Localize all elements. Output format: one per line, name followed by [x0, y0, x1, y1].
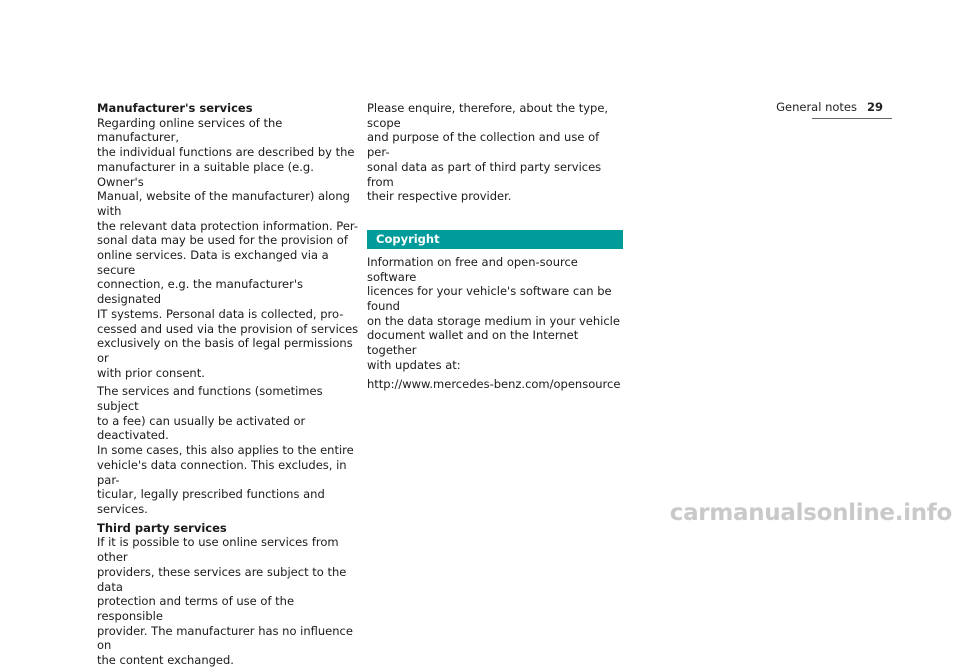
page-header — [776, 100, 883, 114]
copyright-heading-bar: Copyright — [367, 230, 623, 249]
opensource-url: http://www.mercedes-benz.com/opensource — [367, 376, 621, 391]
copyright-paragraph: Information on free and open-source software licences for your vehicle's software can be found on the data storage medium in your vehicle document wallet and on the Internet together with updates at: — [367, 254, 620, 372]
manufacturer-services-heading: Manufacturer's services — [97, 101, 253, 115]
right-column — [367, 101, 623, 395]
page-number: 29 — [866, 100, 883, 114]
third-party-services-paragraph: If it is possible to use online services from other providers, these services are subject to the data protection and terms of use of the responsible provider. The manufacturer has no influence on the content exchanged. — [97, 535, 353, 668]
watermark: carmanualsonline.info — [669, 500, 952, 526]
header-rule — [812, 118, 892, 119]
section-title: General notes — [776, 100, 857, 114]
left-column — [97, 101, 359, 672]
manufacturer-services-paragraph-1: Regarding online services of the manufacturer, the individual functions are described by the manufacturer in a suitable place (e.g. Owner's Manual, website of the manufacturer) along with the relevant data protection information. Per- sonal data may be used for the provision of online services. Data is exchanged via a secure connection, e.g. the manufacturer's designated IT systems. Personal data is collected, pro- cessed and used via the provision of services exclusively on the basis of legal permissions or with prior consent. — [97, 115, 359, 380]
manufacturer-services-paragraph-2: The services and functions (sometimes subject to a fee) can usually be activated or deactivated. In some cases, this also applies to the entire vehicle's data connection. This excludes, in par- ticular, legally prescribed functions and services. — [97, 384, 354, 516]
enquire-paragraph: Please enquire, therefore, about the type, scope and purpose of the collection and use of per- sonal data as part of third party services from their respective provider. — [367, 101, 609, 204]
third-party-services-heading: Third party services — [97, 520, 227, 535]
